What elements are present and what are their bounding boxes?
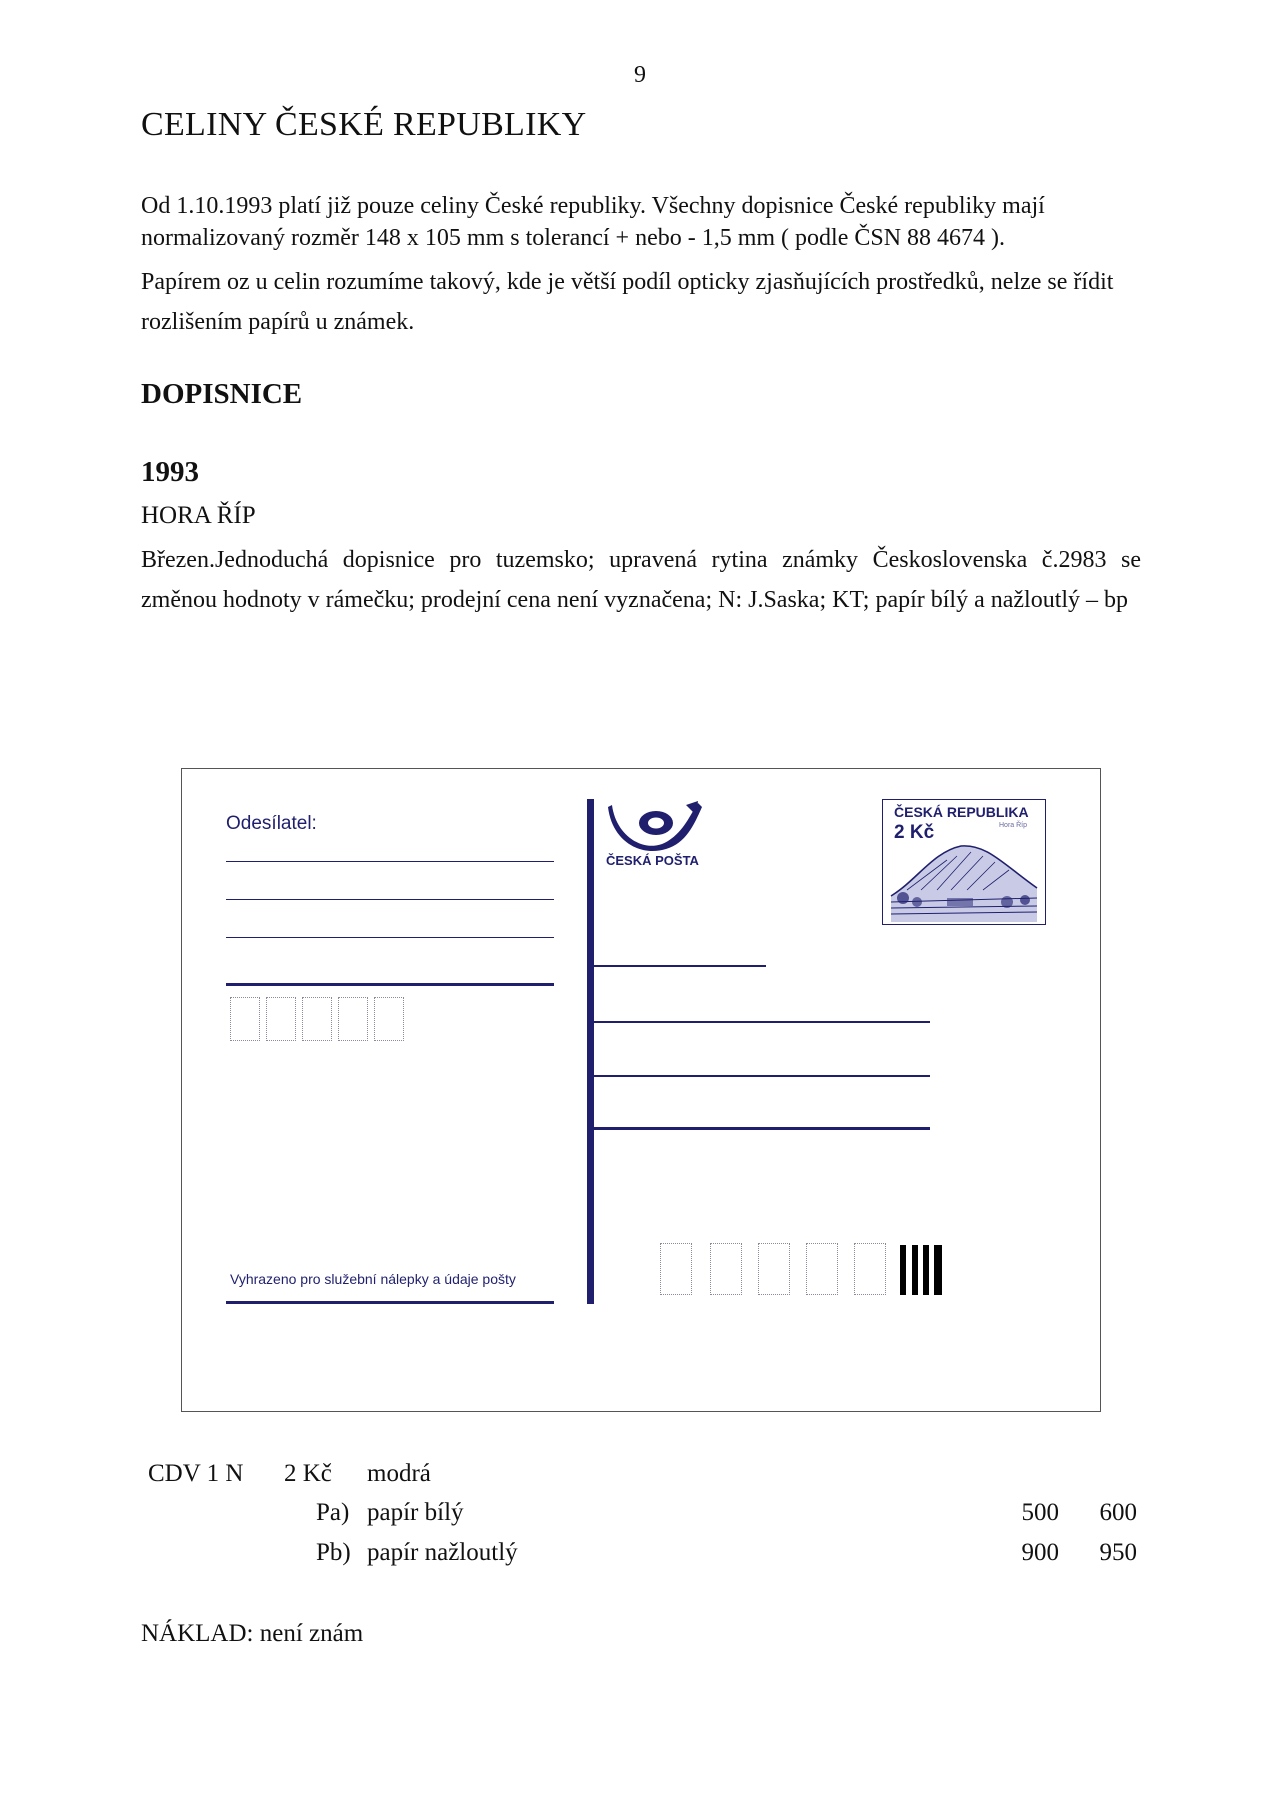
mountain-engraving-icon bbox=[887, 840, 1041, 922]
sender-line bbox=[226, 983, 554, 986]
year-heading: 1993 bbox=[141, 456, 199, 488]
postal-code-box bbox=[302, 997, 332, 1041]
reserved-line bbox=[226, 1301, 554, 1304]
stamp-country: ČESKÁ REPUBLIKA bbox=[894, 804, 1029, 820]
sender-label: Odesílatel: bbox=[226, 813, 317, 834]
paper-note-paragraph: Papírem oz u celin rozumíme takový, kde je větší podíl opticky zjasňujících prostředků, nelze se řídit rozlišením papírů u známek. bbox=[141, 269, 1114, 335]
sender-line bbox=[226, 937, 554, 938]
postal-code-box bbox=[266, 997, 296, 1041]
address-line bbox=[590, 1127, 930, 1130]
postal-code-box bbox=[338, 997, 368, 1041]
postal-code-box bbox=[230, 997, 260, 1041]
variant-price-2: 600 bbox=[1099, 1499, 1137, 1526]
variant-label: papír bílý bbox=[367, 1499, 464, 1526]
catalogue-value: 2 Kč bbox=[284, 1460, 332, 1487]
page-title: CELINY ČESKÉ REPUBLIKY bbox=[141, 106, 587, 143]
barcode-marks bbox=[900, 1245, 944, 1295]
variant-id: Pa) bbox=[316, 1499, 350, 1526]
postal-code-box bbox=[758, 1243, 790, 1295]
variant-price-1: 900 bbox=[1021, 1539, 1059, 1566]
address-line bbox=[590, 965, 766, 967]
intro-paragraph: Od 1.10.1993 platí již pouze celiny České republiky. Všechny dopisnice České republiky mají normalizovaný rozměr 148 x 105 mm s tolerancí + nebo - 1,5 mm ( podle ČSN 88 4674 ). bbox=[141, 193, 1045, 251]
address-line bbox=[590, 1021, 930, 1023]
section-heading: DOPISNICE bbox=[141, 378, 303, 410]
naklad-note: NÁKLAD: není znám bbox=[141, 1620, 364, 1647]
stamp-value: 2 Kč bbox=[894, 822, 935, 843]
description-paragraph: Březen.Jednoduchá dopisnice pro tuzemsko; upravená rytina známky Československa č.2983 se změnou hodnoty v rámečku; prodejní cena není vyznačena; N: J.Saska; KT; papír bílý a nažloutlý – bp bbox=[141, 547, 1141, 613]
post-horn-icon bbox=[606, 797, 706, 853]
stamp-caption: Hora Říp bbox=[999, 822, 1028, 829]
reserved-note: Vyhrazeno pro služební nálepky a údaje pošty bbox=[230, 1271, 516, 1287]
stamp bbox=[882, 799, 1046, 925]
variant-label: papír nažloutlý bbox=[367, 1539, 518, 1566]
subject-title: HORA ŘÍP bbox=[141, 502, 256, 529]
variant-price-2: 950 bbox=[1099, 1539, 1137, 1566]
page-number: 9 bbox=[634, 62, 646, 88]
catalogue-color: modrá bbox=[367, 1460, 431, 1487]
postal-code-box bbox=[806, 1243, 838, 1295]
catalogue-code: CDV 1 N bbox=[148, 1460, 244, 1487]
postal-code-box bbox=[710, 1243, 742, 1295]
address-line bbox=[590, 1075, 930, 1077]
postal-code-box bbox=[660, 1243, 692, 1295]
sender-line bbox=[226, 899, 554, 900]
postal-code-box bbox=[854, 1243, 886, 1295]
sender-line bbox=[226, 861, 554, 862]
post-logo-text: ČESKÁ POŠTA bbox=[606, 853, 699, 868]
vertical-divider bbox=[587, 799, 594, 1304]
postcard-image bbox=[181, 768, 1101, 1412]
variant-id: Pb) bbox=[316, 1539, 351, 1566]
postal-code-box bbox=[374, 997, 404, 1041]
variant-price-1: 500 bbox=[1021, 1499, 1059, 1526]
